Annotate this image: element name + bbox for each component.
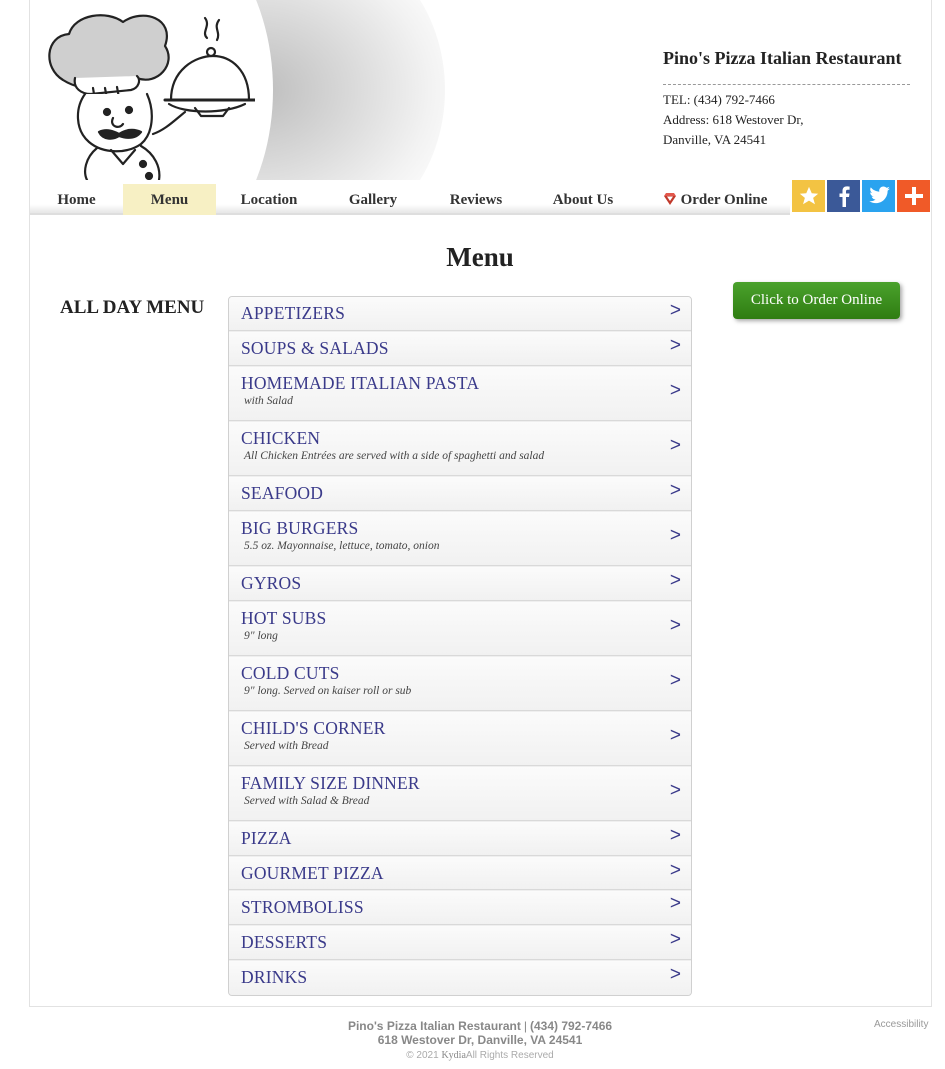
- accessibility-link[interactable]: Accessibility: [874, 1019, 929, 1030]
- restaurant-name: Pino's Pizza Italian Restaurant: [663, 48, 902, 68]
- kydia-brand-link[interactable]: Kydia: [441, 1050, 466, 1061]
- menu-category-soups-salads[interactable]: [229, 332, 691, 366]
- menu-category-description: 9" long. Served on kaiser roll or sub: [244, 685, 412, 697]
- nav-about-us[interactable]: About Us: [552, 192, 614, 208]
- share-plus-icon: [904, 186, 924, 206]
- menu-category-cold-cuts[interactable]: [229, 657, 691, 711]
- expand-arrow-icon[interactable]: >: [669, 380, 681, 401]
- expand-arrow-icon[interactable]: >: [669, 480, 681, 501]
- menu-category-name: DRINKS: [241, 967, 308, 987]
- header-divider: [663, 84, 910, 85]
- nav-order-online-label: Order Online: [680, 192, 768, 208]
- expand-arrow-icon[interactable]: >: [669, 335, 681, 356]
- expand-arrow-icon[interactable]: >: [669, 300, 681, 321]
- nav-order-online[interactable]: [650, 184, 780, 215]
- address-line-1: Address: 618 Westover Dr,: [663, 112, 804, 127]
- menu-category-name: STROMBOLISS: [241, 897, 364, 917]
- facebook-icon: [834, 185, 854, 207]
- menu-category-name: GOURMET PIZZA: [241, 863, 384, 883]
- menu-category-name: HOT SUBS: [241, 608, 327, 628]
- expand-arrow-icon[interactable]: >: [669, 893, 681, 914]
- star-icon: [798, 185, 820, 207]
- menu-category-name: BIG BURGERS: [241, 518, 359, 538]
- menu-category-name: FAMILY SIZE DINNER: [241, 773, 420, 793]
- phone-line[interactable]: TEL: (434) 792-7466: [663, 92, 775, 107]
- menu-category-name: CHILD'S CORNER: [241, 718, 386, 738]
- expand-arrow-icon[interactable]: >: [669, 780, 681, 801]
- menu-category-name: SOUPS & SALADS: [241, 338, 389, 358]
- menu-category-description: with Salad: [244, 395, 293, 407]
- expand-arrow-icon[interactable]: >: [669, 929, 681, 950]
- nav-reviews[interactable]: Reviews: [449, 192, 503, 208]
- expand-arrow-icon[interactable]: >: [669, 435, 681, 456]
- menu-category-drinks[interactable]: [229, 961, 691, 996]
- menu-category-description: 5.5 oz. Mayonnaise, lettuce, tomato, onion: [244, 540, 440, 552]
- menu-category-family-size-dinner[interactable]: [229, 767, 691, 821]
- copyright-year: © 2021: [406, 1050, 439, 1061]
- menu-category-name: COLD CUTS: [241, 663, 340, 683]
- menu-category-appetizers[interactable]: [229, 297, 691, 331]
- menu-category-big-burgers[interactable]: [229, 512, 691, 566]
- menu-category-description: 9" long: [244, 630, 278, 642]
- nav-home[interactable]: Home: [57, 192, 96, 208]
- order-online-icon: [663, 192, 677, 206]
- menu-category-child-s-corner[interactable]: [229, 712, 691, 766]
- menu-category-seafood[interactable]: [229, 477, 691, 511]
- nav-location[interactable]: Location: [240, 192, 298, 208]
- all-day-menu-heading: ALL DAY MENU: [60, 297, 205, 318]
- menu-category-chicken[interactable]: [229, 422, 691, 476]
- menu-category-description: Served with Salad & Bread: [244, 795, 370, 807]
- footer-separator: |: [523, 1019, 527, 1033]
- menu-category-list: [228, 296, 692, 996]
- footer-phone[interactable]: (434) 792-7466: [529, 1019, 613, 1033]
- menu-category-name: SEAFOOD: [241, 483, 324, 503]
- nav-menu[interactable]: Menu: [123, 184, 216, 215]
- expand-arrow-icon[interactable]: >: [669, 725, 681, 746]
- menu-category-desserts[interactable]: [229, 926, 691, 960]
- restaurant-logo[interactable]: [45, 0, 445, 180]
- menu-category-hot-subs[interactable]: [229, 602, 691, 656]
- footer-restaurant-name[interactable]: Pino's Pizza Italian Restaurant: [347, 1019, 521, 1033]
- facebook-button[interactable]: [827, 180, 860, 212]
- menu-category-pizza[interactable]: [229, 822, 691, 856]
- expand-arrow-icon[interactable]: >: [669, 825, 681, 846]
- menu-category-gyros[interactable]: [229, 567, 691, 601]
- menu-category-name: HOMEMADE ITALIAN PASTA: [241, 373, 480, 393]
- menu-category-description: Served with Bread: [244, 740, 329, 752]
- chef-icon: [45, 8, 255, 180]
- footer-copyright: [0, 1050, 945, 1061]
- nav-gallery[interactable]: Gallery: [348, 192, 398, 208]
- menu-category-gourmet-pizza[interactable]: [229, 857, 691, 890]
- expand-arrow-icon[interactable]: >: [669, 670, 681, 691]
- menu-category-description: All Chicken Entrées are served with a side of spaghetti and salad: [244, 450, 545, 462]
- expand-arrow-icon[interactable]: >: [669, 964, 681, 985]
- menu-category-homemade-italian-pasta[interactable]: [229, 367, 691, 421]
- twitter-button[interactable]: [862, 180, 895, 212]
- menu-category-stromboliss[interactable]: [229, 891, 691, 925]
- expand-arrow-icon[interactable]: >: [669, 860, 681, 881]
- share-button[interactable]: [897, 180, 930, 212]
- menu-category-name: PIZZA: [241, 828, 292, 848]
- rights-text: All Rights Reserved: [465, 1050, 554, 1061]
- twitter-icon: [867, 186, 891, 206]
- order-online-button[interactable]: Click to Order Online: [733, 282, 900, 319]
- expand-arrow-icon[interactable]: >: [669, 570, 681, 591]
- favorite-button[interactable]: [792, 180, 825, 212]
- expand-arrow-icon[interactable]: >: [669, 615, 681, 636]
- address-line-2: Danville, VA 24541: [663, 132, 767, 147]
- footer-contact: [0, 1019, 945, 1033]
- menu-category-name: DESSERTS: [241, 932, 328, 952]
- menu-category-name: CHICKEN: [241, 428, 321, 448]
- menu-category-name: GYROS: [241, 573, 302, 593]
- menu-category-name: APPETIZERS: [241, 303, 346, 323]
- footer-address[interactable]: 618 Westover Dr, Danville, VA 24541: [377, 1033, 583, 1047]
- page-title: Menu: [446, 242, 514, 272]
- expand-arrow-icon[interactable]: >: [669, 525, 681, 546]
- main-nav: [30, 184, 790, 215]
